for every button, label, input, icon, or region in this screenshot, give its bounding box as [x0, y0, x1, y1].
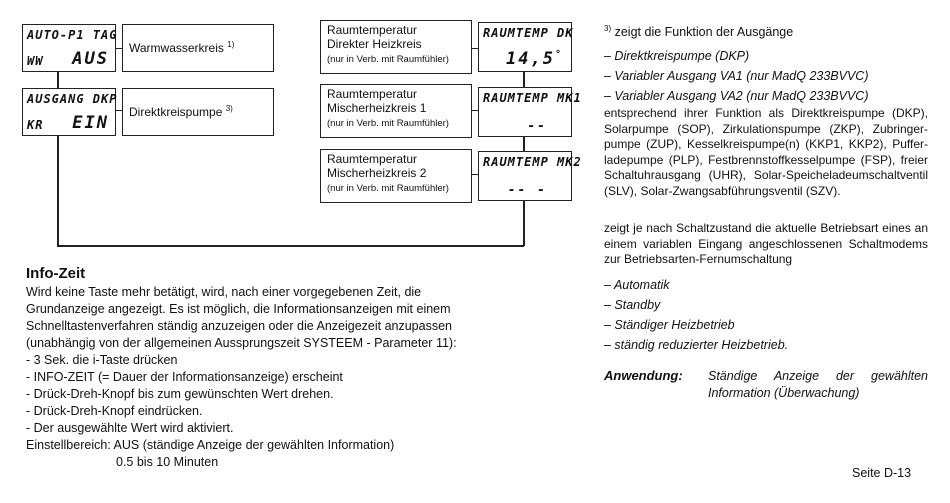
lcd-ausgang [22, 88, 116, 136]
connector-line [57, 135, 59, 245]
footnote-ref: 1) [227, 40, 235, 49]
lcd-value: 14,5 [506, 49, 555, 69]
list-item: – Standby [604, 298, 661, 312]
lcd-raumtemp-mk1 [478, 87, 582, 137]
lcd-line1: RAUMTEMP MK1 [483, 91, 582, 105]
lcd-raumtemp-dk [478, 22, 572, 72]
lcd-line1: RAUMTEMP DK [483, 26, 574, 40]
footnote-ref: 3) [604, 24, 612, 33]
lcd-line2-right: AUS [72, 49, 109, 69]
info-line: Schnelltastenverfahren ständig anzuzeigen oder die Anzeigezeit anzupassen [26, 319, 452, 333]
info-line: - Der ausgewählte Wert wird aktiviert. [26, 421, 234, 435]
box-label: Warmwasserkreis [129, 41, 224, 55]
box-line2: Direkter Heizkreis [327, 37, 422, 51]
connector-line [57, 245, 524, 247]
outputs-paragraph: entsprechend ihrer Funktion als Direktkreispumpe (DKP), Solarpumpe (SOP), Zirkulationspumpe (ZKP), Zubringer-pumpe (ZUP), Kesselkreispumpe(n) (KKP1, KKP2), Puffer-ladepumpe (PLP), Festbrennstoffkesselpumpe (FSP), freier Schaltuhrausgang (UHR), Solar-Speicheladeumschaltventil (SLV), Solar-Zwangsabführungsventil (SZV). [604, 106, 928, 198]
list-item: – Automatik [604, 278, 670, 292]
lcd-unit: ° [554, 49, 563, 60]
box-line1: Raumtemperatur [327, 87, 418, 101]
box-line3: (nur in Verb. mit Raumfühler) [327, 183, 449, 194]
list-item: – Variabler Ausgang VA1 (nur MadQ 233BVVC) [604, 69, 869, 83]
lcd-value: -- - [507, 183, 547, 198]
page-number: Seite D-13 [852, 466, 912, 480]
list-item: – ständig reduzierter Heizbetrieb. [604, 338, 789, 352]
label-box-rt-mk2 [320, 149, 472, 203]
info-line: Wird keine Taste mehr betätigt, wird, nach einer vorgegebenen Zeit, die [26, 285, 422, 299]
label-box-rt-dk [320, 20, 472, 74]
label-box-direktkreis [122, 88, 274, 136]
lcd-auto-program [22, 24, 116, 72]
info-body [26, 284, 496, 471]
lcd-line1: AUSGANG DKP [27, 92, 118, 106]
info-heading: Info-Zeit [26, 265, 86, 282]
info-line: Einstellbereich: AUS (ständige Anzeige der gewählten Information) [26, 438, 395, 452]
box-line3: (nur in Verb. mit Raumfühler) [327, 118, 449, 129]
anwendung-line: Ständige Anzeige der gewählten [708, 369, 928, 383]
list-item: – Variabler Ausgang VA2 (nur MadQ 233BVVC) [604, 89, 869, 103]
info-line: 0.5 bis 10 Minuten [116, 455, 219, 469]
list-item: – Ständiger Heizbetrieb [604, 318, 735, 332]
outputs-list [604, 46, 869, 106]
lcd-value: -- [527, 119, 547, 134]
info-line: Grundanzeige angezeigt. Es ist möglich, die Informationsanzeigen mit einem [26, 302, 451, 316]
lcd-line2-left: WW [27, 54, 44, 68]
intro-text: zeigt die Funktion der Ausgänge [614, 25, 794, 40]
anwendung-label: Anwendung: [604, 368, 683, 383]
lcd-line1: AUTO-P1 TAG [27, 28, 118, 42]
anwendung-text [708, 368, 928, 402]
info-line: - Drück-Dreh-Knopf bis zum gewünschten Wert drehen. [26, 387, 334, 401]
footnote-ref: 3) [225, 104, 233, 113]
info-line: - 3 Sek. die i-Taste drücken [26, 353, 178, 367]
lcd-line2-right: EIN [72, 113, 109, 133]
box-line1: Raumtemperatur [327, 23, 418, 37]
box-line3: (nur in Verb. mit Raumfühler) [327, 54, 449, 65]
box-line2: Mischerheizkreis 2 [327, 166, 427, 180]
info-line: (unabhängig von der allgemeinen Aussprungszeit SYSTEEM - Parameter 11): [26, 336, 457, 350]
info-line: - Drück-Dreh-Knopf eindrücken. [26, 404, 203, 418]
mode-paragraph: zeigt je nach Schaltzustand die aktuelle Betriebsart eines an einem variablen Eingang angeschlossenen Schaltmodems zur Betriebsarten-Fernumschaltung [604, 221, 928, 266]
lcd-line1: RAUMTEMP MK2 [483, 155, 582, 169]
label-box-rt-mk1 [320, 84, 472, 138]
list-item: – Direktkreispumpe (DKP) [604, 49, 750, 63]
connector-line [57, 72, 59, 88]
box-line2: Mischerheizkreis 1 [327, 101, 427, 115]
lcd-line2-left: KR [27, 118, 44, 132]
lcd-raumtemp-mk2 [478, 151, 582, 201]
label-box-warmwasser [122, 24, 274, 72]
info-line: - INFO-ZEIT (= Dauer der Informationsanzeige) erscheint [26, 370, 343, 384]
anwendung-line: Information (Überwachung) [708, 386, 860, 400]
box-label: Direktkreispumpe [129, 105, 223, 119]
box-line1: Raumtemperatur [327, 152, 418, 166]
modes-list [604, 275, 788, 355]
right-intro [604, 24, 793, 39]
